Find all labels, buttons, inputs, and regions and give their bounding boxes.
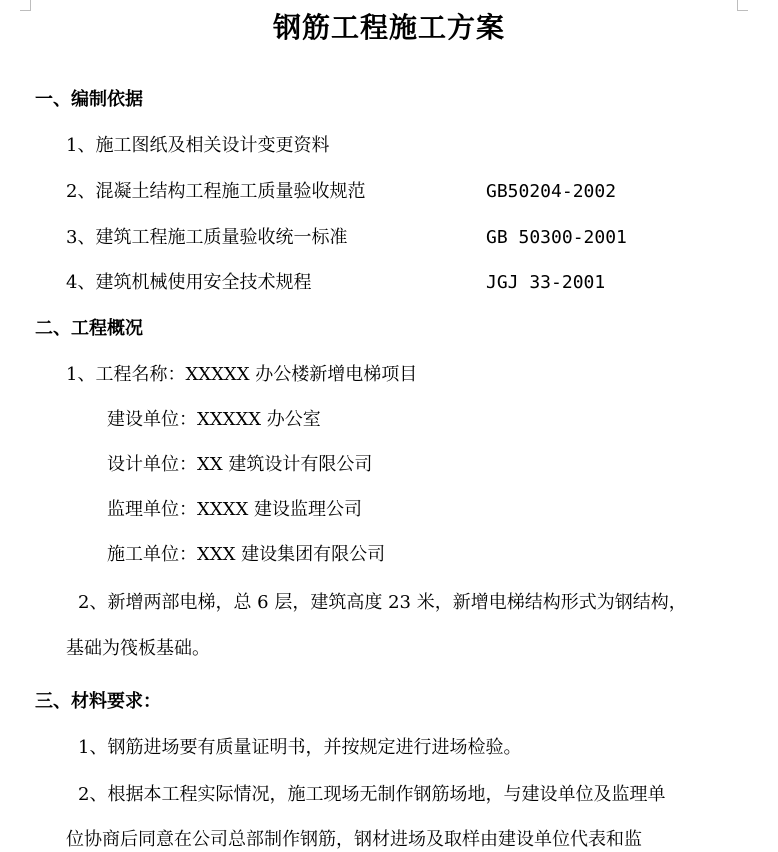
materials-item-1: 1、钢筋进场要有质量证明书，并按规定进行进场检验。 [78,737,522,758]
overview-supervisor: 监理单位：XXXX 建设监理公司 [107,499,362,520]
overview-designer: 设计单位：XX 建筑设计有限公司 [107,454,373,475]
overview-project-name: 1、工程名称：XXXXX 办公楼新增电梯项目 [66,364,418,385]
materials-item-2-line1: 2、根据本工程实际情况，施工现场无制作钢筋场地，与建设单位及监理单 [78,784,666,805]
basis-item-2-code: GB50204-2002 [486,181,617,202]
section-heading-overview: 二、工程概况 [35,318,143,339]
document-title: 钢筋工程施工方案 [272,11,505,44]
section-heading-materials: 三、材料要求： [35,691,161,712]
overview-owner: 建设单位：XXXXX 办公室 [107,409,321,430]
basis-item-4: 4、建筑机械使用安全技术规程 [66,272,312,293]
overview-item-2-line2: 基础为筏板基础。 [66,638,210,659]
basis-item-3: 3、建筑工程施工质量验收统一标准 [66,227,348,248]
overview-item-2-line1: 2、新增两部电梯，总 6 层，建筑高度 23 米，新增电梯结构形式为钢结构， [78,592,687,613]
basis-item-2: 2、混凝土结构工程施工质量验收规范 [66,181,366,202]
basis-item-1: 1、施工图纸及相关设计变更资料 [66,135,330,156]
basis-item-4-code: JGJ 33-2001 [486,272,606,293]
materials-item-2-line2: 位协商后同意在公司总部制作钢筋，钢材进场及取样由建设单位代表和监 [66,829,642,850]
section-heading-basis: 一、编制依据 [35,89,143,110]
overview-contractor: 施工单位：XXX 建设集团有限公司 [107,544,386,565]
basis-item-3-code: GB 50300-2001 [486,227,627,248]
